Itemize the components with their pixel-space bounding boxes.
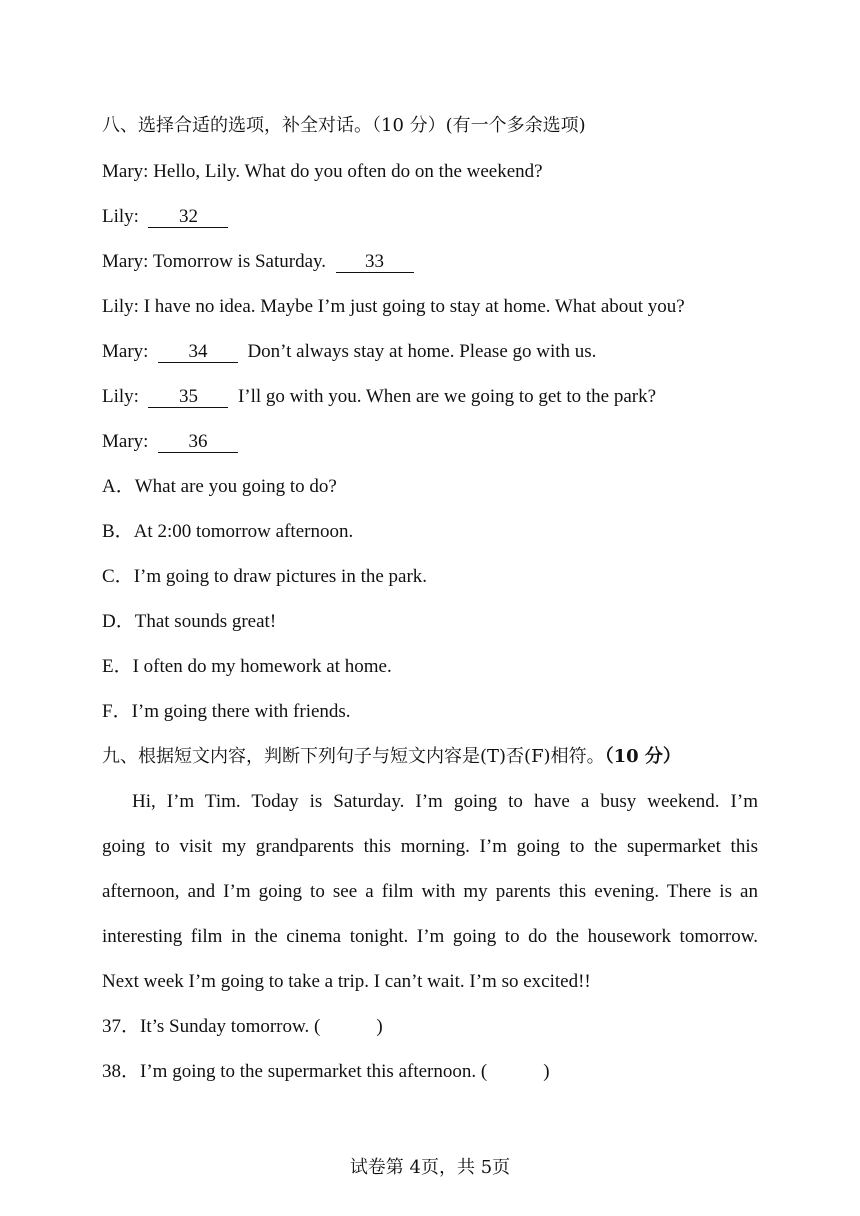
option-f — [102, 700, 351, 724]
speaker: Mary: — [102, 251, 149, 272]
speaker: Lily: — [102, 296, 139, 317]
question-close: ) — [376, 1016, 383, 1037]
option-letter: B． — [102, 521, 134, 542]
question-number: 37． — [102, 1016, 141, 1037]
dialogue-line-7 — [102, 430, 238, 454]
option-letter: E． — [102, 656, 133, 677]
passage-line-3: afternoon, and I’m going to see a film with my parents this evening. There is an — [102, 881, 758, 902]
option-text: I’m going there with friends. — [131, 701, 351, 722]
dialogue-text: I’ll go with you. When are we going to get to the park? — [237, 386, 657, 407]
question-text: It’s Sunday tomorrow. ( — [140, 1016, 321, 1037]
answer-blank-35[interactable]: 35 — [148, 387, 228, 408]
option-c — [102, 565, 427, 589]
section-9-title — [102, 745, 681, 769]
option-letter: C． — [102, 566, 134, 587]
page-footer: 试卷第 4页，共 5页 — [349, 1157, 511, 1178]
passage-line-1: Hi, I’m Tim. Today is Saturday. I’m going to have a busy weekend. I’m — [132, 791, 758, 812]
dialogue-line-2 — [102, 205, 228, 229]
dialogue-line-6 — [102, 385, 656, 409]
passage-line-4: interesting film in the cinema tonight. I’m going to do the housework tomorrow. — [102, 926, 758, 947]
dialogue-text: Tomorrow is Saturday. — [152, 251, 327, 272]
dialogue-text: Don’t always stay at home. Please go with us. — [247, 341, 597, 362]
option-text: I’m going to draw pictures in the park. — [133, 566, 428, 587]
speaker: Lily: — [102, 386, 139, 407]
option-text: What are you going to do? — [134, 476, 337, 497]
dialogue-line-1 — [102, 160, 543, 184]
question-37 — [102, 1015, 383, 1039]
dialogue-text: I have no idea. Maybe I’m just going to stay at home. What about you? — [143, 296, 685, 317]
section-8-title: 八、选择合适的选项，补全对话。（10 分）(有一个多余选项) — [102, 115, 586, 136]
question-close: ) — [543, 1061, 550, 1082]
option-a — [102, 475, 337, 499]
speaker: Mary: — [102, 161, 149, 182]
option-e — [102, 655, 392, 679]
speaker: Lily: — [102, 206, 139, 227]
option-letter: A． — [102, 476, 135, 497]
question-text: I’m going to the supermarket this afternoon. ( — [140, 1061, 488, 1082]
dialogue-line-5 — [102, 340, 596, 364]
option-text: That sounds great! — [134, 611, 277, 632]
passage-line-5: Next week I’m going to take a trip. I can’t wait. I’m so excited!! — [102, 971, 591, 992]
dialogue-line-3 — [102, 250, 414, 274]
question-number: 38． — [102, 1061, 141, 1082]
section-9-title-text: 九、根据短文内容，判断下列句子与短文内容是(T)否(F)相符。 — [102, 746, 605, 767]
answer-blank-32[interactable]: 32 — [148, 207, 228, 228]
speaker: Mary: — [102, 431, 149, 452]
passage-line-2: going to visit my grandparents this morning. I’m going to the supermarket this — [102, 836, 758, 857]
option-letter: D． — [102, 611, 135, 632]
speaker: Mary: — [102, 341, 149, 362]
option-text: At 2:00 tomorrow afternoon. — [133, 521, 354, 542]
option-d — [102, 610, 276, 634]
section-9-score: （10 分） — [604, 746, 681, 767]
answer-blank-34[interactable]: 34 — [158, 342, 238, 363]
question-38 — [102, 1060, 550, 1084]
dialogue-text: Hello, Lily. What do you often do on the weekend? — [153, 161, 543, 182]
option-b — [102, 520, 353, 544]
option-text: I often do my homework at home. — [132, 656, 392, 677]
answer-blank-33[interactable]: 33 — [336, 252, 414, 273]
option-letter: F． — [102, 701, 132, 722]
answer-blank-36[interactable]: 36 — [158, 432, 238, 453]
dialogue-line-4 — [102, 295, 685, 319]
